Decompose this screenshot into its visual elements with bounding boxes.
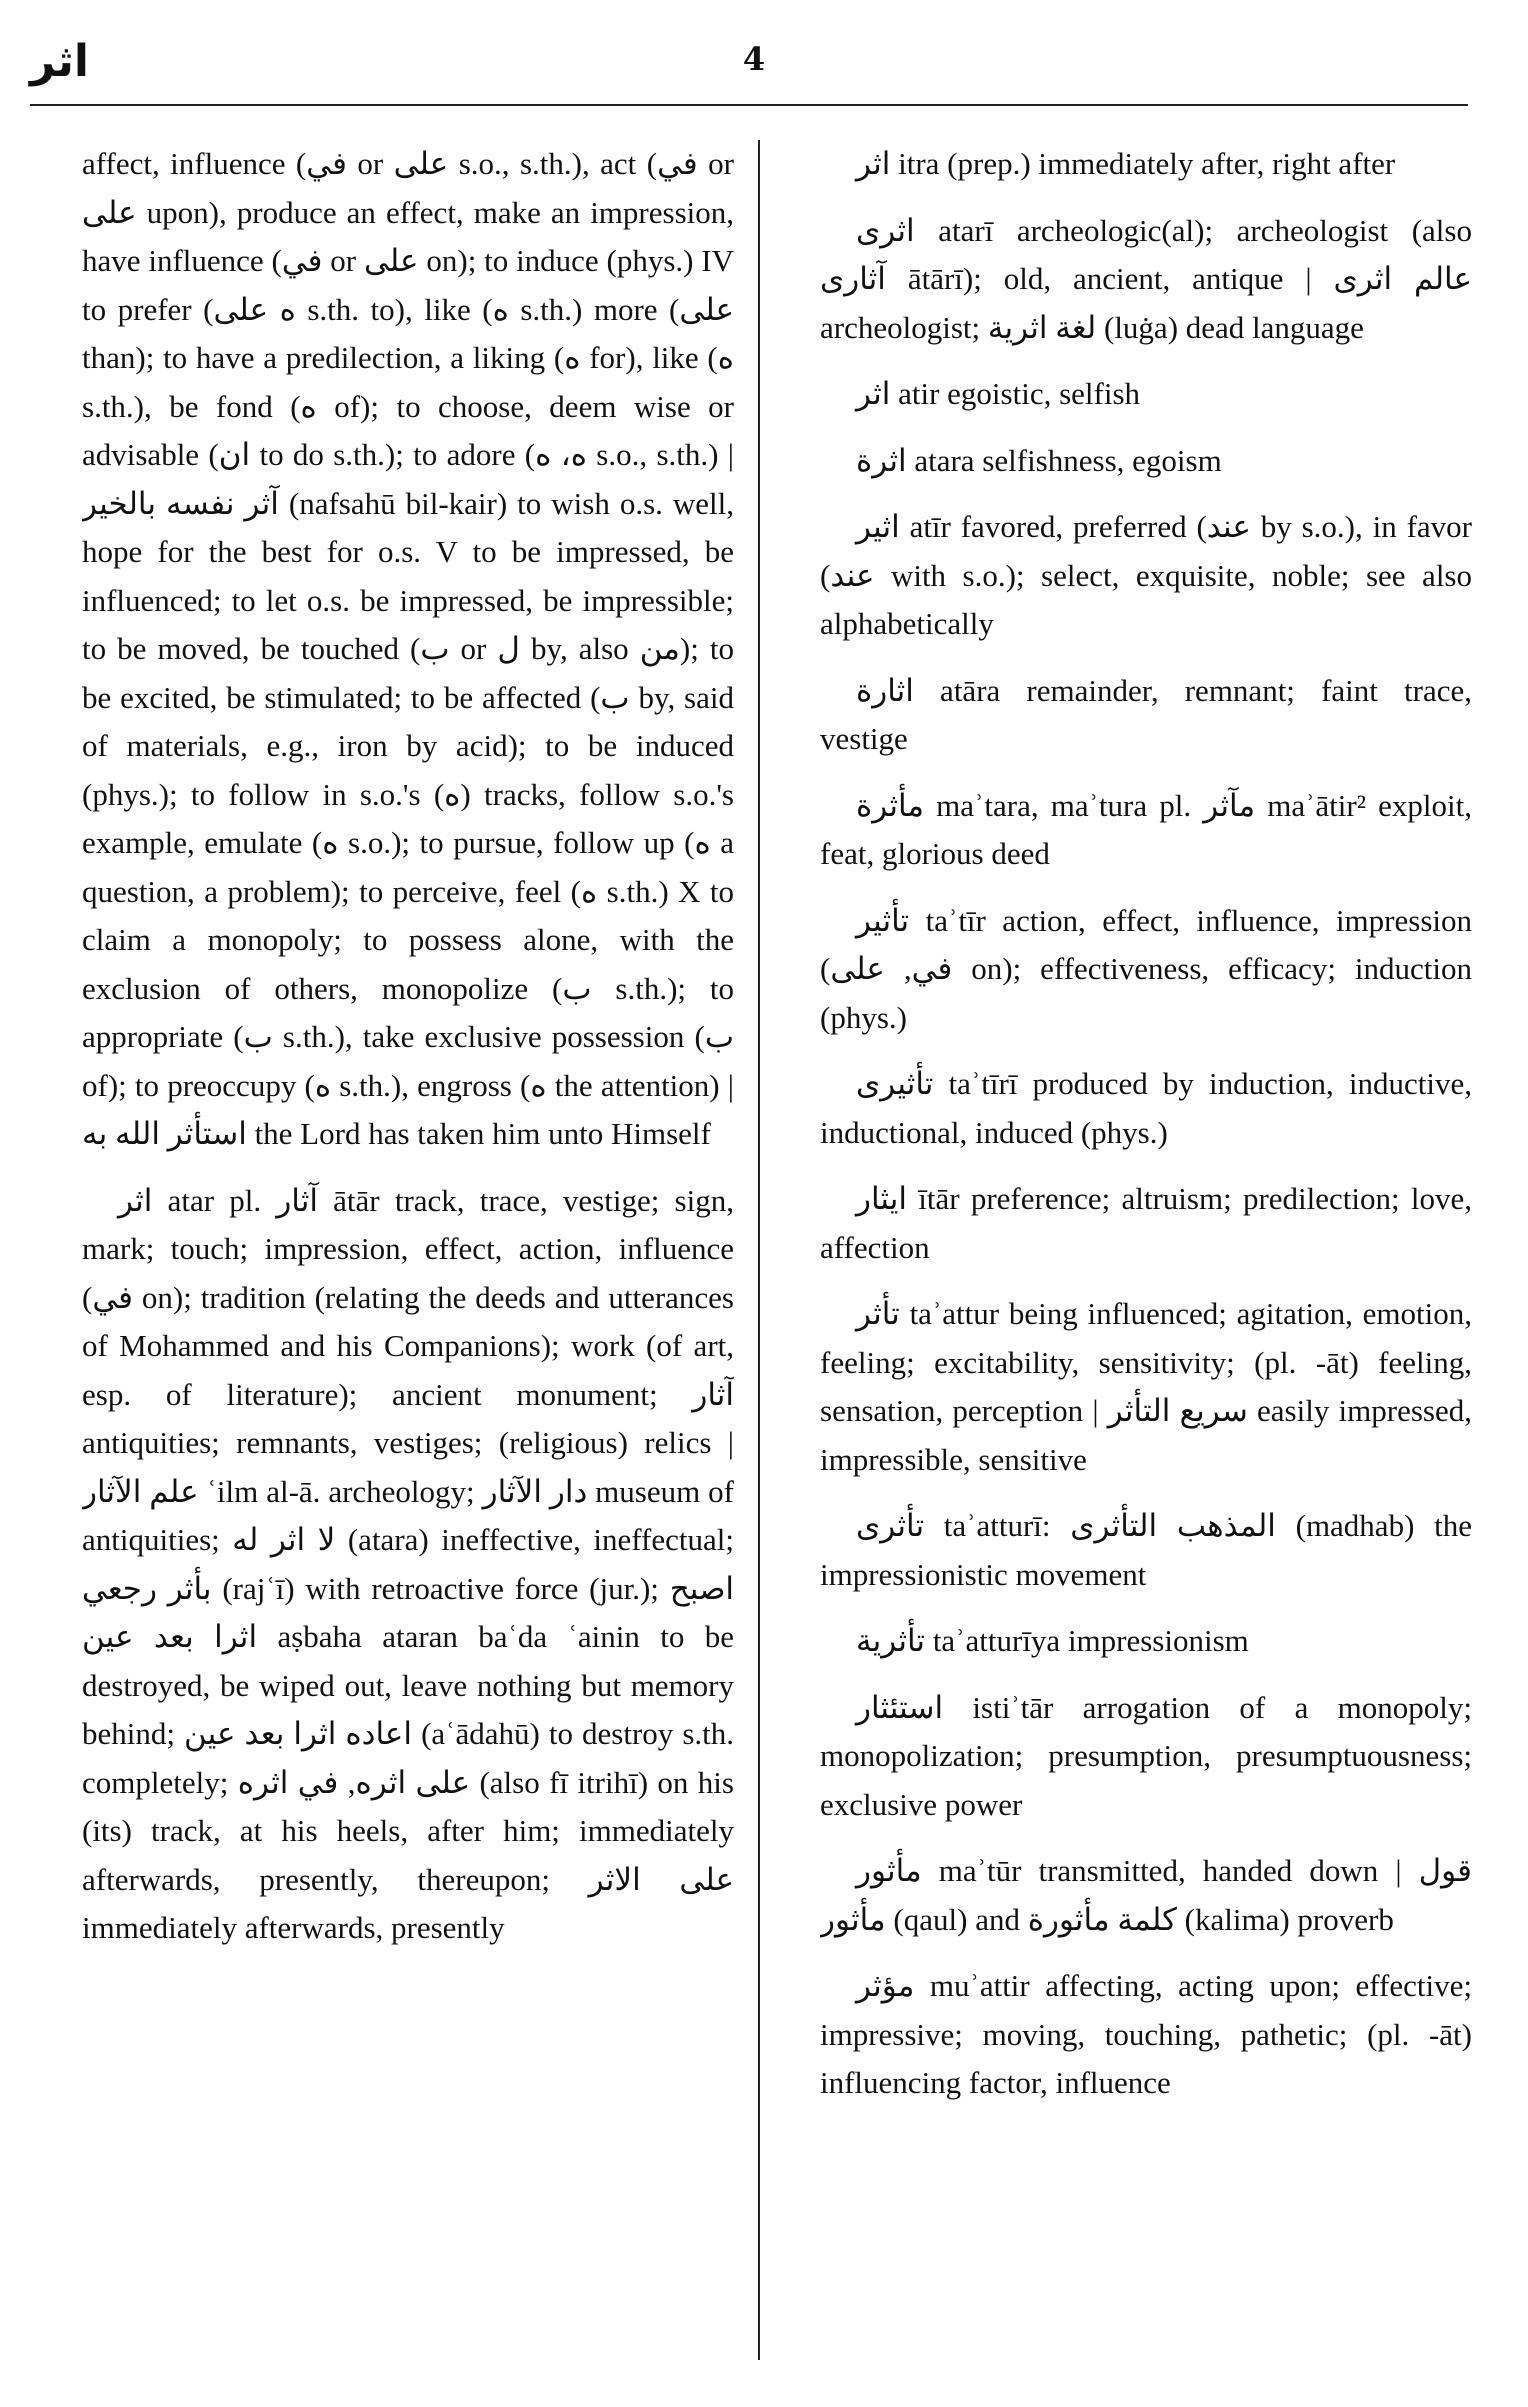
entry-atir-favored: اثير atīr favored, preferred (عند by s.o.), in favor (عند with s.o.); select, exquisite, noble; see also alphabetically — [820, 509, 1472, 641]
entry-tatir: تأثير taʾtīr action, effect, influence, impression (في, على on); effectiveness, efficacy; induction (phys.) — [820, 902, 1472, 1035]
running-headword: اثر — [30, 36, 89, 87]
right-column — [820, 140, 1472, 2360]
entry-taatturiya: تأثرية taʾatturīya impressionism — [856, 1623, 1249, 1658]
entry-taattur: تأثر taʾattur being influenced; agitation, emotion, feeling; excitability, sensitivity; (pl. -āt) feeling, sensation, perception | سريع التأثر easily impressed, impressible, sensitive — [820, 1296, 1472, 1477]
entry-taatturi: تأثرى taʾatturī: المذهب التأثرى (madhab) the impressionistic movement — [820, 1508, 1472, 1592]
entry-matur: مأثور maʾtūr transmitted, handed down | قول مأثور (qaul) and كلمة مأثورة (kalima) proverb — [820, 1853, 1472, 1937]
left-column — [82, 140, 734, 2360]
entry-atara: اثرة atara selfishness, egoism — [856, 442, 1222, 478]
entry-atari: اثرى atarī archeologic(al); archeologist (also آثارى ātārī); old, ancient, antique | عالم اثرى archeologist; لغة اثرية (luġa) dead language — [820, 212, 1472, 345]
entry-atara-remainder: اثارة atāra remainder, remnant; faint trace, vestige — [820, 672, 1472, 756]
page-header — [0, 0, 1528, 110]
entry-itra: اثر itra (prep.) immediately after, right after — [856, 146, 1396, 181]
page-number: 4 — [742, 40, 766, 78]
continuation-entry: affect, influence (في or على s.o., s.th.), act (في or على upon), produce an effect, make an impression, have influence (في or على on); to induce (phys.) IV to prefer (ه على s.th. to), like (ه s.th.) more (على than); to have a predilection, a liking (ه for), like (ه s.th.), be fond (ه of); to choose, deem wise or advisable (ان to do s.th.); to adore (ه، ه s.o., s.th.) | آثر نفسه بالخير (nafsahū bil-kair) to wish o.s. well, hope for the best for o.s. V to be impressed, be influenced; to let o.s. be impressed, be impressible; to be moved, be touched (ب or ل by, also من); to be excited, be stimulated; to be affected (ب by, said of materials, e.g., iron by acid); to be induced (phys.); to follow in s.o.'s (ه) tracks, follow s.o.'s example, emulate (ه s.o.); to pursue, follow up (ه a question, a problem); to perceive, feel (ه s.th.) X to claim a monopoly; to possess alone, with the exclusion of others, monopolize (ب s.th.); to appropriate (ب s.th.), take exclusive possession (ب of); to preoccupy (ه s.th.), engross (ه the attention) | استأثر الله به the Lord has taken him unto Himself — [82, 146, 734, 1151]
entry-tatiri: تأثيرى taʾtīrī produced by induction, inductive, inductional, induced (phys.) — [820, 1066, 1472, 1150]
column-divider — [758, 140, 760, 2360]
entry-itar: ايثار ītār preference; altruism; predilection; love, affection — [820, 1181, 1472, 1265]
entry-matara: مأثرة maʾtara, maʾtura pl. مآثر maʾātir² exploit, feat, glorious deed — [820, 787, 1472, 871]
entry-atir: اثر atir egoistic, selfish — [856, 376, 1141, 411]
entry-istitar: استئثار istiʾtār arrogation of a monopoly; monopolization; presumption, presumptuousness; exclusive power — [820, 1689, 1472, 1822]
entry-muattir: مؤثر muʾattir affecting, acting upon; effective; impressive; moving, touching, pathetic; (pl. -āt) influencing factor, influence — [820, 1968, 1472, 2100]
entry-atar: اثر atar pl. آثار ātār track, trace, vestige; sign, mark; touch; impression, effect, action, influence (في on); tradition (relating the deeds and utterances of Mohammed and his Companions); work (of art, esp. of literature); ancient monument; آثار antiquities; remnants, vestiges; (religious) relics | علم الآثار ʿilm al-ā. archeology; دار الآثار museum of antiquities; لا اثر له (atara) ineffective, ineffectual; بأثر رجعي (rajʿī) with retroactive force (jur.); اصبح اثرا بعد عين aṣbaha ataran baʿda ʿainin to be destroyed, be wiped out, leave nothing but memory behind; اعاده اثرا بعد عين (aʿādahū) to destroy s.th. completely; على اثره, في اثره (also fī itrihī) on his (its) track, at his heels, after him; immediately afterwards, presently, thereupon; على الاثر immediately afterwards, presently — [82, 1182, 734, 1945]
header-rule — [30, 104, 1468, 106]
